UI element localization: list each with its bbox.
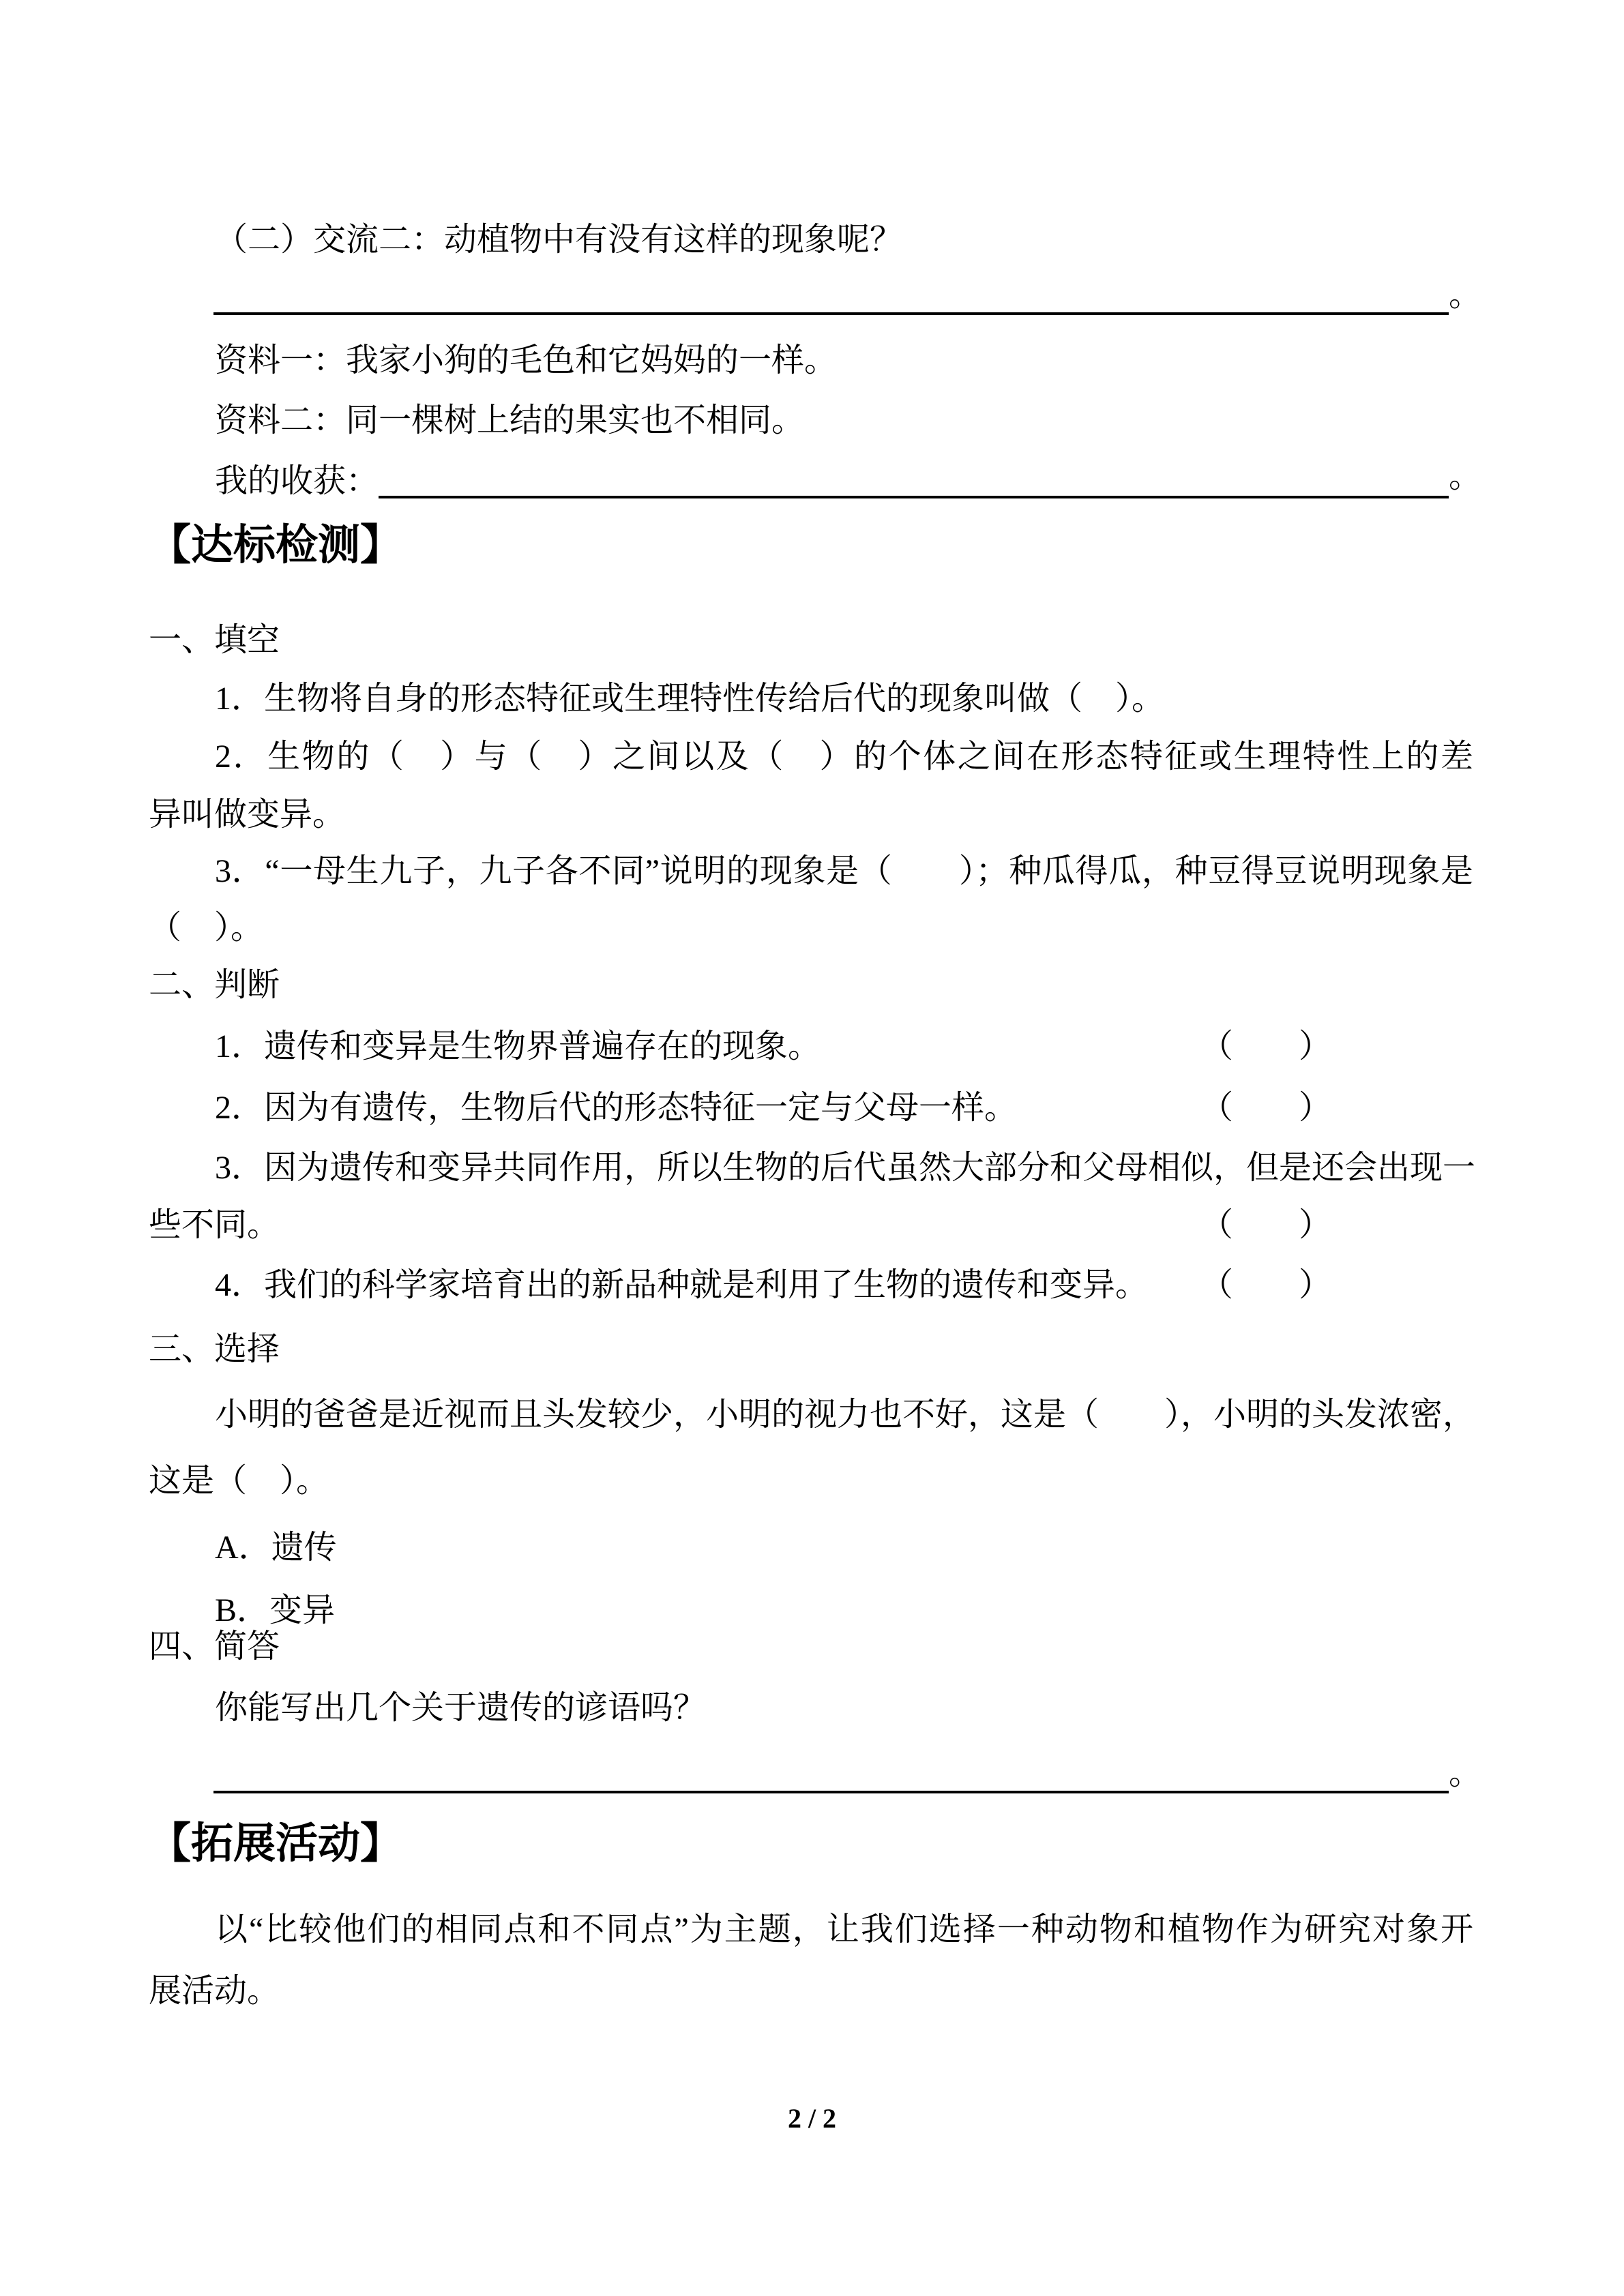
short-answer-period: 。 xyxy=(1449,1755,1482,1791)
judge-q4-bracket: （ ） xyxy=(1200,1267,1332,1303)
fill-section-title: 一、填空 xyxy=(149,622,280,658)
material-1-line: 资料一：我家小狗的毛色和它妈妈的一样。 xyxy=(215,342,838,378)
answer-blank-line-1 xyxy=(213,282,1449,315)
extend-paragraph-line1: 以“比较他们的相同点和不同点”为主题，让我们选择一种动物和植物作为研究对象开 xyxy=(215,1911,1473,1948)
choice-option-b: B．变异 xyxy=(215,1592,336,1628)
harvest-blank-line xyxy=(379,466,1449,498)
choice-question-line1: 小明的爸爸是近视而且头发较少，小明的视力也不好，这是（ ），小明的头发浓密， xyxy=(215,1397,1476,1433)
judge-q1-text: 1．遗传和变异是生物界普遍存在的现象。 xyxy=(215,1028,821,1064)
fill-q3-line1: 3．“一母生九子，九子各不同”说明的现象是（ ）；种瓜得瓜，种豆得豆说明现象是 xyxy=(215,853,1473,889)
short-answer-section-title: 四、简答 xyxy=(149,1628,280,1665)
judge-q1-bracket: （ ） xyxy=(1200,1028,1332,1064)
section-header-extend: 【拓展活动】 xyxy=(149,1821,403,1867)
judge-q4 xyxy=(149,1267,1473,1304)
harvest-label: 我的收获： xyxy=(215,463,379,499)
fill-q3-line2: （ ）。 xyxy=(149,910,264,946)
judge-q3-bracket: （ ） xyxy=(1200,1207,1332,1243)
fill-q2-line1: 2．生物的（ ）与（ ）之间以及（ ）的个体之间在形态特征或生理特性上的差 xyxy=(215,739,1473,775)
judge-q4-text: 4．我们的科学家培育出的新品种就是利用了生物的遗传和变异。 xyxy=(215,1267,1149,1303)
judge-q2-bracket: （ ） xyxy=(1200,1090,1332,1126)
choice-option-a: A．遗传 xyxy=(215,1530,337,1566)
short-answer-blank-line xyxy=(213,1761,1449,1793)
communicate-question-line: （二）交流二：动植物中有没有这样的现象呢？ xyxy=(215,222,903,258)
judge-q2 xyxy=(149,1090,1473,1127)
judge-q3-line2-text: 些不同。 xyxy=(149,1207,280,1243)
choice-section-title: 三、选择 xyxy=(149,1331,280,1367)
fill-q1: 1．生物将自身的形态特征或生理特性传给后代的现象叫做（ ）。 xyxy=(215,681,1165,717)
material-2-line: 资料二：同一棵树上结的果实也不相同。 xyxy=(215,402,805,438)
extend-paragraph-line2: 展活动。 xyxy=(149,1973,280,2009)
judge-q2-text: 2．因为有遗传，生物后代的形态特征一定与父母一样。 xyxy=(215,1090,1018,1126)
judge-q3-line1: 3．因为遗传和变异共同作用，所以生物的后代虽然大部分和父母相似，但是还会出现一 xyxy=(215,1150,1476,1186)
choice-question-line2: 这是（ ）。 xyxy=(149,1463,329,1499)
judge-q1 xyxy=(149,1028,1473,1065)
blank-1-period: 。 xyxy=(1449,277,1482,313)
fill-q2-line2: 异叫做变异。 xyxy=(149,796,346,833)
judge-q3-line2 xyxy=(149,1207,1473,1244)
page-number: 2 / 2 xyxy=(787,2103,837,2134)
harvest-period: 。 xyxy=(1449,458,1482,494)
section-header-check: 【达标检测】 xyxy=(149,522,403,569)
judge-section-title: 二、判断 xyxy=(149,967,280,1003)
short-answer-question: 你能写出几个关于遗传的谚语吗？ xyxy=(215,1690,707,1726)
